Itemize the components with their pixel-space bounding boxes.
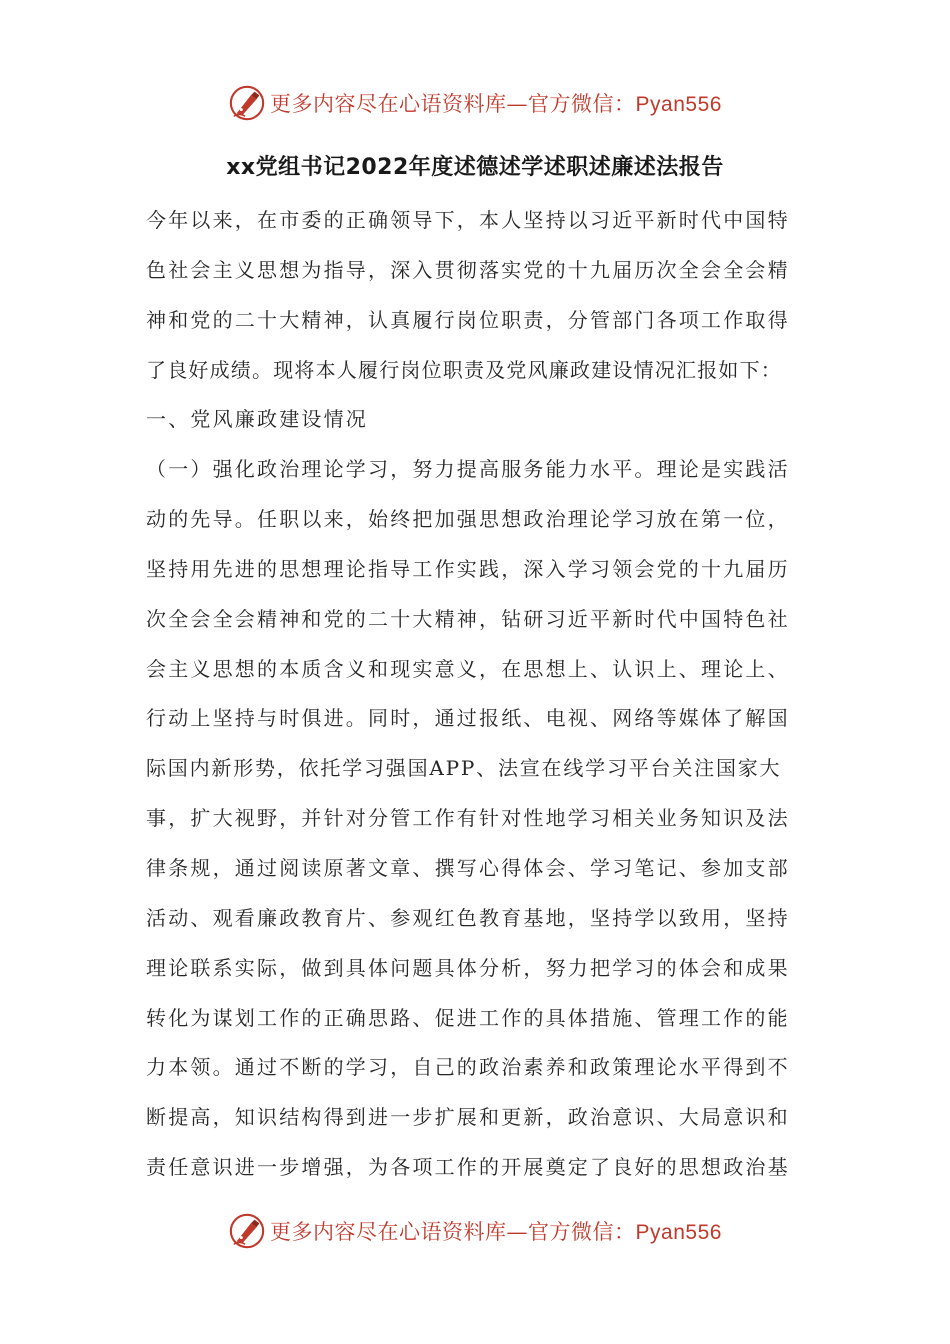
- body-line: （一）强化政治理论学习，努力提高服务能力水平。理论是实践活: [146, 457, 790, 482]
- pen-nib-icon: [228, 84, 266, 122]
- watermark-text-label: 更多内容尽在心语资料库—官方微信：: [270, 1220, 636, 1244]
- body-line: 事，扩大视野，并针对分管工作有针对性地学习相关业务知识及法: [146, 806, 790, 831]
- body-line: 今年以来，在市委的正确领导下，本人坚持以习近平新时代中国特: [146, 208, 790, 232]
- body-line: 坚持用先进的思想理论指导工作实践，深入学习领会党的十九届历: [146, 556, 790, 581]
- section-heading: 一、党风廉政建设情况: [146, 407, 368, 432]
- body-line: 际国内新形势，依托学习强国APP、法宣在线学习平台关注国家大: [146, 756, 782, 781]
- body-line: 神和党的二十大精神，认真履行岗位职责，分管部门各项工作取得: [146, 307, 790, 332]
- watermark-banner-top: [0, 78, 950, 128]
- watermark-handle: Pyan556: [635, 1221, 722, 1244]
- watermark-handle: Pyan556: [635, 93, 722, 116]
- body-line: 责任意识进一步增强，为各项工作的开展奠定了良好的思想政治基: [146, 1155, 790, 1180]
- body-line: 活动、观看廉政教育片、参观红色教育基地，坚持学以致用，坚持: [146, 905, 790, 930]
- body-line: 次全会全会精神和党的二十大精神，钻研习近平新时代中国特色社: [146, 606, 790, 631]
- body-line: 力本领。通过不断的学习，自己的政治素养和政策理论水平得到不: [146, 1055, 790, 1080]
- watermark-text: [270, 88, 722, 118]
- watermark-banner-bottom: [0, 1206, 950, 1256]
- body-line: 理论联系实际，做到具体问题具体分析，努力把学习的体会和成果: [146, 955, 790, 980]
- document-title: xx党组书记2022年度述德述学述职述廉述法报告: [226, 155, 724, 180]
- body-line: 动的先导。任职以来，始终把加强思想政治理论学习放在第一位，: [146, 507, 790, 532]
- body-line: 断提高，知识结构得到进一步扩展和更新，政治意识、大局意识和: [146, 1105, 790, 1130]
- body-line: 色社会主义思想为指导，深入贯彻落实党的十九届历次全会全会精: [146, 257, 790, 282]
- body-line: 转化为谋划工作的正确思路、促进工作的具体措施、管理工作的能: [146, 1005, 790, 1030]
- body-line: 行动上坚持与时俱进。同时，通过报纸、电视、网络等媒体了解国: [146, 706, 790, 731]
- document-body: [146, 196, 806, 1193]
- body-line: 会主义思想的本质含义和现实意义，在思想上、认识上、理论上、: [146, 656, 790, 681]
- body-line: 律条规，通过阅读原著文章、撰写心得体会、学习笔记、参加支部: [146, 855, 790, 880]
- pen-nib-icon: [228, 1212, 266, 1250]
- body-line: 了良好成绩。现将本人履行岗位职责及党风廉政建设情况汇报如下：: [146, 357, 782, 382]
- watermark-text: [270, 1216, 722, 1246]
- watermark-text-label: 更多内容尽在心语资料库—官方微信：: [270, 92, 636, 116]
